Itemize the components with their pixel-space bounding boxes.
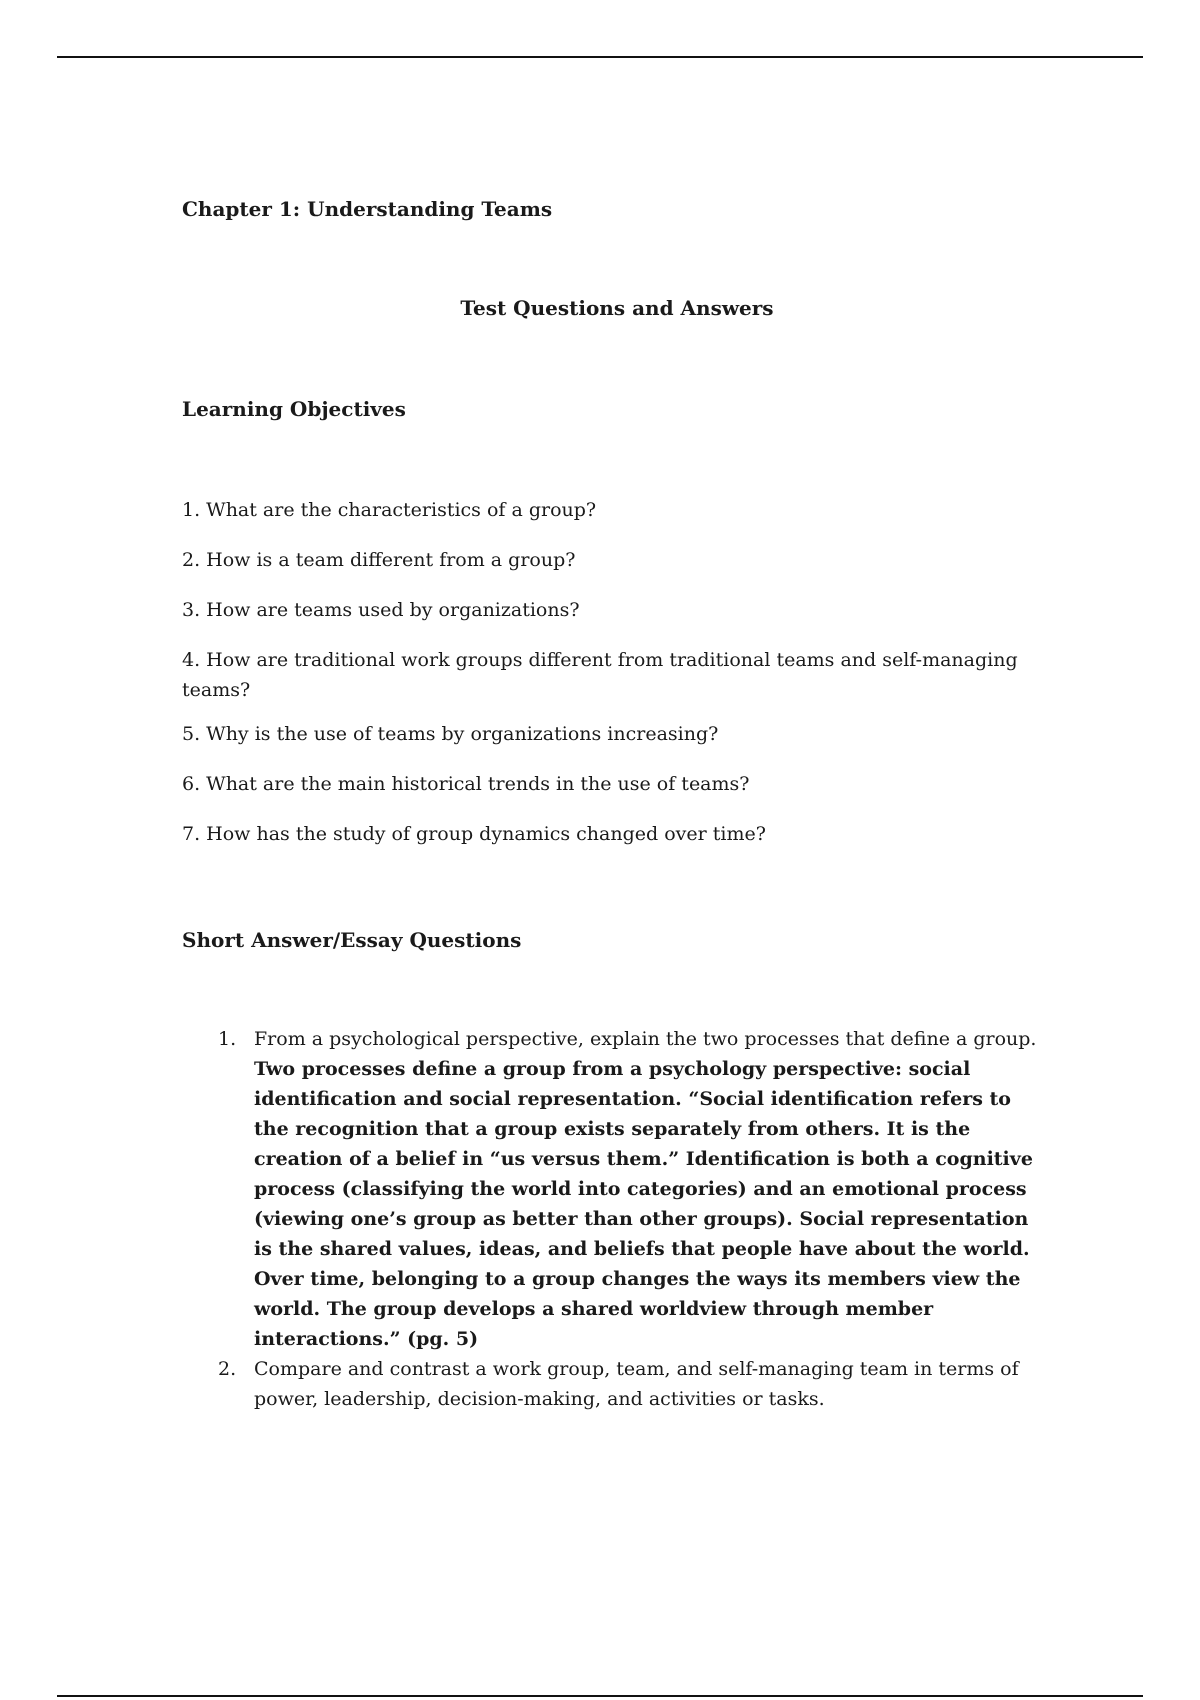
essay-questions-list: [218, 1024, 1038, 1414]
objective-item: 5. Why is the use of teams by organizations increasing?: [182, 723, 719, 745]
objective-item: 3. How are teams used by organizations?: [182, 599, 580, 621]
objective-item: 7. How has the study of group dynamics changed over time?: [182, 823, 766, 845]
bottom-rule: [57, 1695, 1143, 1697]
essay-question: [218, 1024, 1038, 1354]
essay-heading: Short Answer/Essay Questions: [182, 928, 522, 952]
objective-item: 6. What are the main historical trends in the use of teams?: [182, 773, 750, 795]
chapter-title: Chapter 1: Understanding Teams: [182, 197, 553, 221]
question-number: 1.: [218, 1028, 237, 1050]
essay-question: [218, 1354, 1038, 1414]
objective-item: 2. How is a team different from a group?: [182, 549, 576, 571]
objective-item: 4. How are traditional work groups different from traditional teams and self-managing teams?: [182, 649, 1018, 701]
question-number: 2.: [218, 1358, 237, 1380]
objectives-heading: Learning Objectives: [182, 397, 406, 421]
answer-text: Two processes define a group from a psychology perspective: social identification and social representation. “Social identification refers to the recognition that a group exists separately from others. It is the creation of a belief in “us versus them.” Identification is both a cognitive process (classifying the world into categories) and an emotional process (viewing one’s group as better than other groups). Social representation is the shared values, ideas, and beliefs that people have about the world. Over time, belonging to a group changes the ways its members view the world. The group develops a shared worldview through member interactions.” (pg. 5): [254, 1058, 1033, 1350]
top-rule: [57, 56, 1143, 58]
objectives-list: [182, 495, 1032, 869]
question-text: From a psychological perspective, explain the two processes that define a group.: [254, 1028, 1037, 1050]
question-text: Compare and contrast a work group, team, and self-managing team in terms of power, leadership, decision-making, and activities or tasks.: [254, 1358, 1019, 1410]
page-subtitle: Test Questions and Answers: [460, 296, 774, 320]
objective-item: 1. What are the characteristics of a group?: [182, 499, 597, 521]
